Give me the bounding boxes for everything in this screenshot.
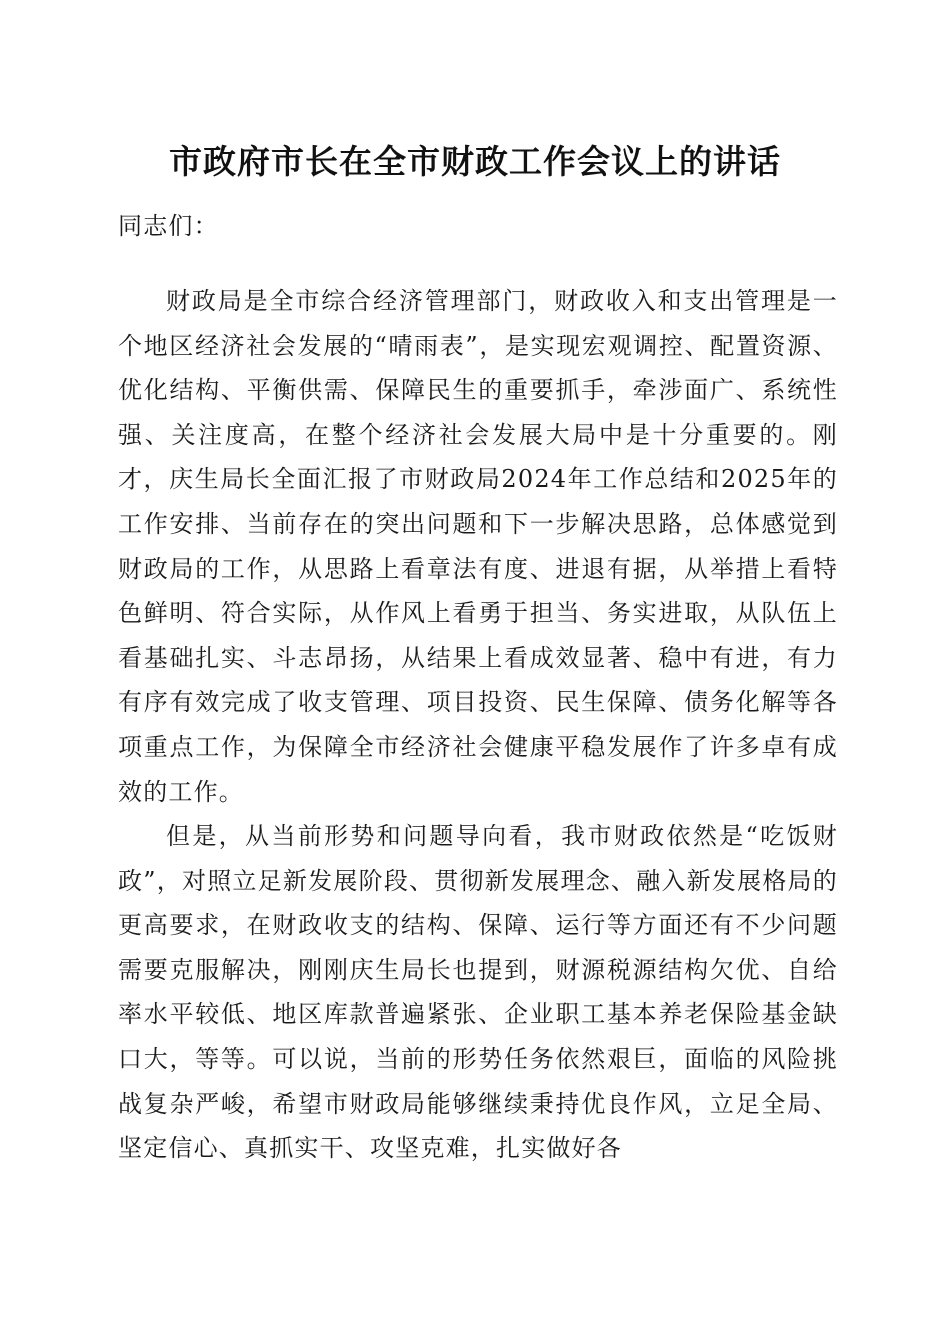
salutation: 同志们： (118, 212, 219, 240)
document-title: 市政府市长在全市财政工作会议上的讲话 (169, 142, 781, 181)
paragraph: 财政局是全市综合经济管理部门，财政收入和支出管理是一个地区经济社会发展的“晴雨表”，是实现宏观调控、配置资源、优化结构、平衡供需、保障民生的重要抓手，牵涉面广、系统性强、关注度高，在整个经济社会发展大局中是十分重要的。刚才，庆生局长全面汇报了市财政局2024年工作总结和2025年的工作安排、当前存在的突出问题和下一步解决思路，总体感觉到财政局的工作，从思路上看章法有度、进退有据，从举措上看特色鲜明、符合实际，从作风上看勇于担当、务实进取，从队伍上看基础扎实、斗志昂扬，从结果上看成效显著、稳中有进，有力有序有效完成了收支管理、项目投资、民生保障、债务化解等各项重点工作，为保障全市经济社会健康平稳发展作了许多卓有成效的工作。 (118, 287, 838, 806)
paragraph: 但是，从当前形势和问题导向看，我市财政依然是“吃饭财政”，对照立足新发展阶段、贯彻新发展理念、融入新发展格局的更高要求，在财政收支的结构、保障、运行等方面还有不少问题需要克服解决，刚刚庆生局长也提到，财源税源结构欠优、自给率水平较低、地区库款普遍紧张、企业职工基本养老保险基金缺口大，等等。可以说，当前的形势任务依然艰巨，面临的风险挑战复杂严峻，希望市财政局能够继续秉持优良作风，立足全局、坚定信心、真抓实干、攻坚克难，扎实做好各 (118, 822, 838, 1163)
